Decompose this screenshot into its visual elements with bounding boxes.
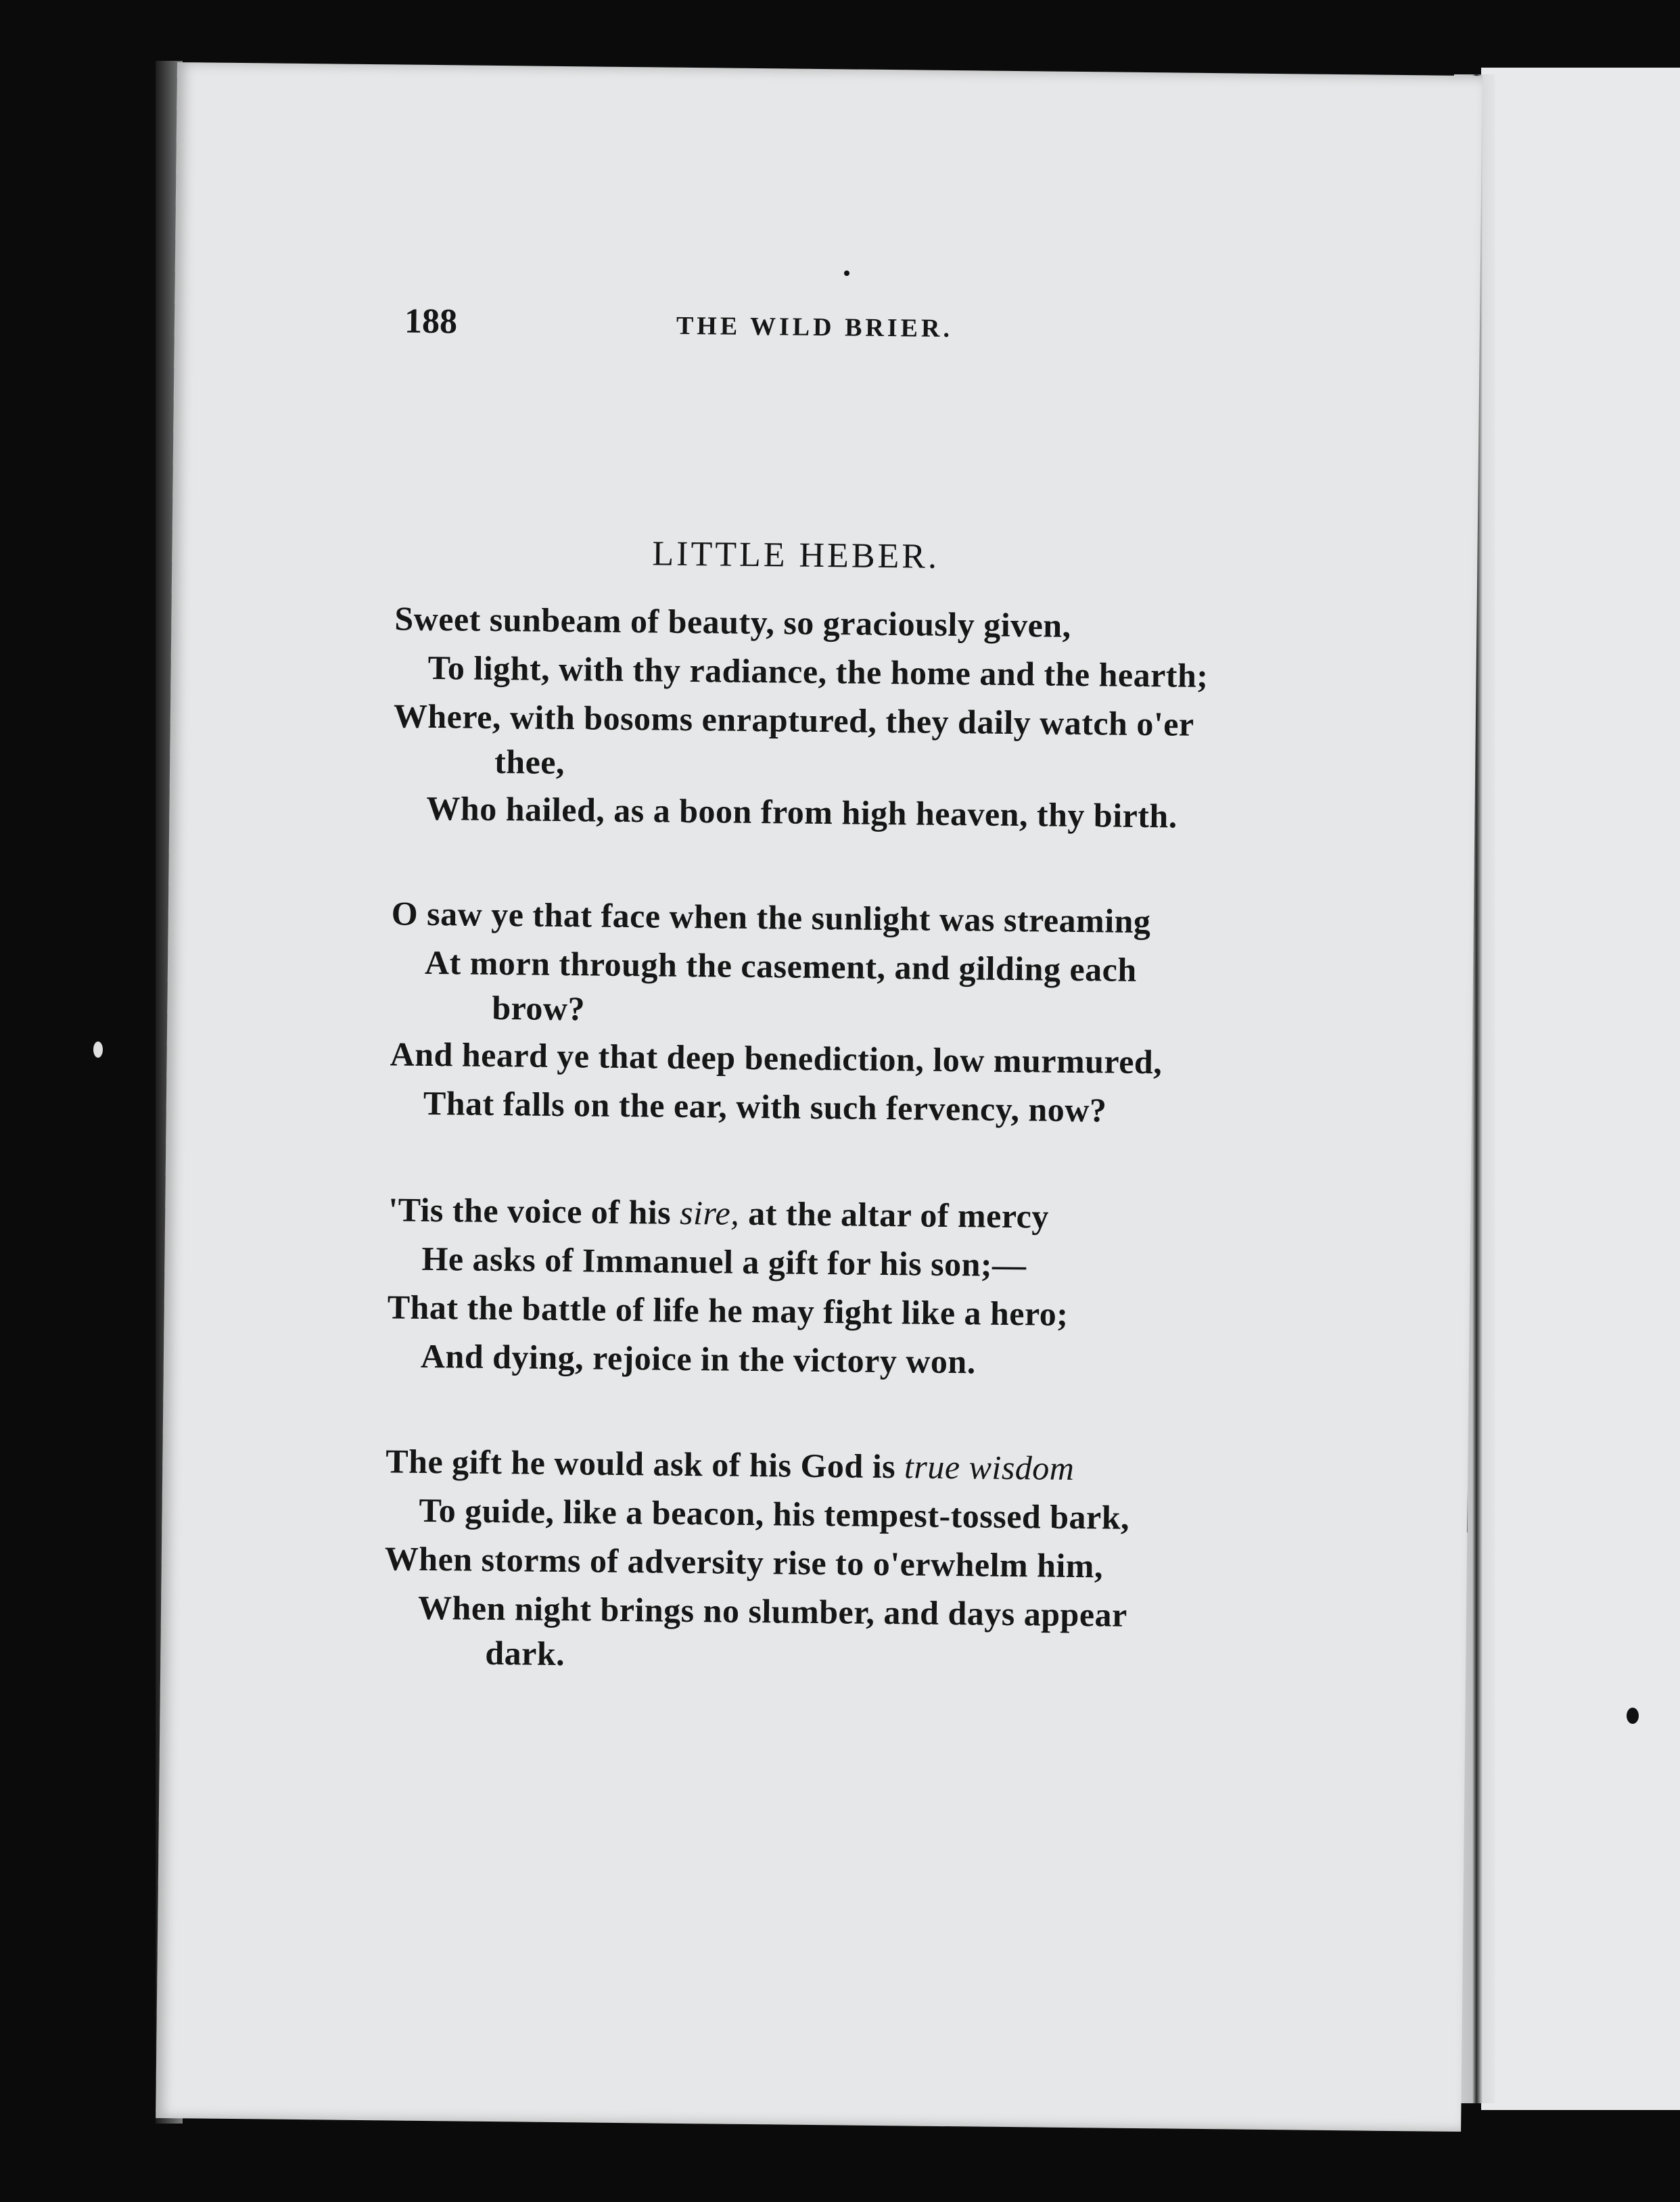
poem-line-text: The gift he would ask of his God is bbox=[386, 1442, 896, 1486]
poem-line-text: at the altar of mercy bbox=[748, 1194, 1050, 1236]
poem-line-turnover: thee, bbox=[494, 742, 565, 782]
italic-phrase: true wisdom bbox=[904, 1447, 1075, 1488]
poem-line-turnover: dark. bbox=[485, 1633, 565, 1673]
scan-speck bbox=[1627, 1708, 1639, 1724]
poem-line: At morn through the casement, and gilding each bbox=[424, 943, 1137, 989]
poem-line: And heard ye that deep benediction, low murmured, bbox=[390, 1035, 1163, 1081]
poem-line: When storms of adversity rise to o'erwhelm him, bbox=[384, 1539, 1104, 1585]
poem-line: Sweet sunbeam of beauty, so graciously given, bbox=[394, 599, 1071, 645]
facing-page bbox=[1481, 68, 1680, 2110]
poem-line bbox=[388, 1190, 1049, 1236]
scan-speck bbox=[844, 271, 849, 276]
italic-word: sire, bbox=[679, 1193, 740, 1232]
poem-line-text: 'Tis the voice of his bbox=[388, 1190, 672, 1232]
poem-line: That falls on the ear, with such fervency, now? bbox=[423, 1083, 1107, 1129]
poem-line: That the battle of life he may fight like a hero; bbox=[387, 1288, 1069, 1333]
page-number: 188 bbox=[404, 302, 458, 342]
poem-title: LITTLE HEBER. bbox=[652, 534, 940, 576]
poem-line: To guide, like a beacon, his tempest-tossed bark, bbox=[419, 1491, 1130, 1537]
scan-speck bbox=[93, 1041, 103, 1058]
poem-line bbox=[386, 1441, 1075, 1488]
book-page bbox=[156, 62, 1483, 2132]
poem-line: O saw ye that face when the sunlight was streaming bbox=[391, 894, 1151, 941]
poem-line: And dying, rejoice in the victory won. bbox=[420, 1336, 977, 1381]
poem-line-turnover: brow? bbox=[492, 988, 586, 1028]
poem-line: Who hailed, as a boon from high heaven, thy birth. bbox=[426, 789, 1178, 835]
poem-line: Where, with bosoms enraptured, they daily watch o'er bbox=[393, 697, 1194, 743]
poem-line: To light, with thy radiance, the home and the hearth; bbox=[427, 648, 1209, 695]
poem-line: He asks of Immanuel a gift for his son;— bbox=[421, 1239, 1027, 1284]
poem-line: When night brings no slumber, and days appear bbox=[417, 1588, 1128, 1634]
running-head-title: THE WILD BRIER. bbox=[676, 311, 954, 344]
